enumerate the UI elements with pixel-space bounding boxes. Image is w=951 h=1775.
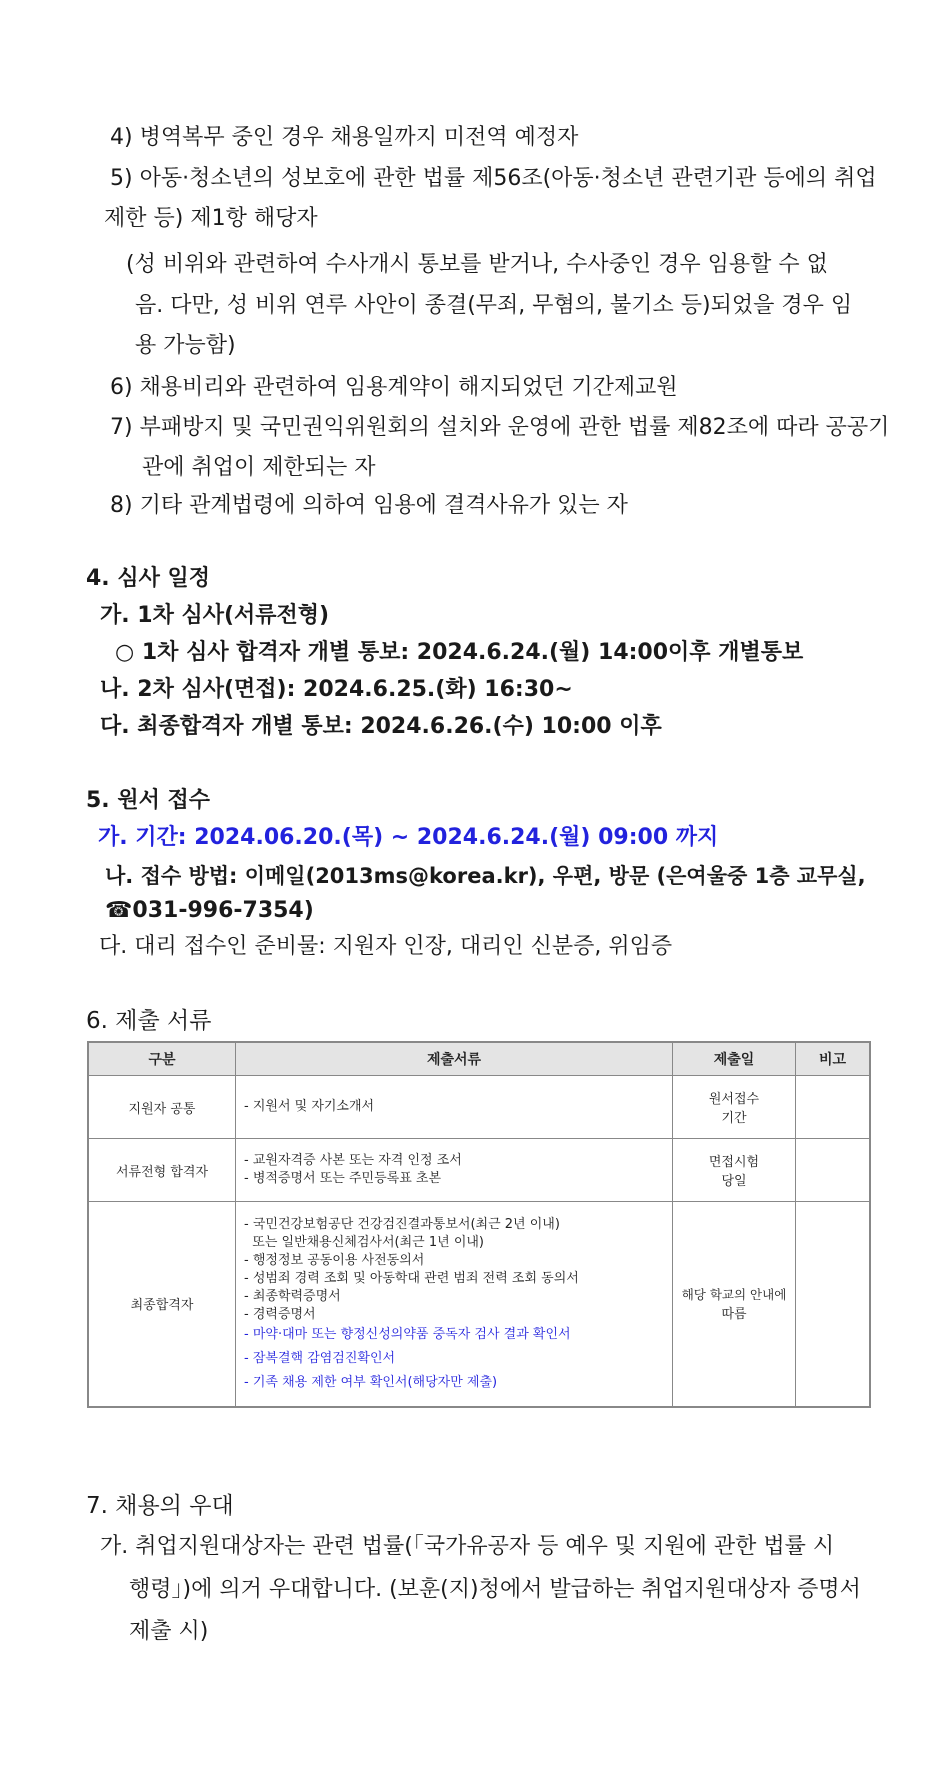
application-method-phone: ☎031-996-7354) xyxy=(105,898,314,923)
application-period: 가. 기간: 2024.06.20.(목) ~ 2024.6.24.(월) 09:00 까지 xyxy=(98,825,719,850)
row-note xyxy=(796,1139,871,1202)
doc-item-highlight: - 마약·대마 또는 향정신성의약품 중독자 검사 결과 확인서 xyxy=(244,1326,571,1342)
row-note xyxy=(796,1202,871,1407)
disq-item-7: 7) 부패방지 및 국민권익위원회의 설치와 운영에 관한 법률 제82조에 따라 공공기 xyxy=(110,415,890,440)
doc-item: - 국민건강보험공단 건강검진결과통보서(최근 2년 이내) xyxy=(244,1216,560,1232)
schedule-first-notice: ○ 1차 심사 합격자 개별 통보: 2024.6.24.(월) 14:00이후 개별통보 xyxy=(115,640,804,665)
disq-item-5-cont: 제한 등) 제1항 해당자 xyxy=(104,206,318,231)
row-items xyxy=(236,1076,673,1139)
row-category: 지원자 공통 xyxy=(88,1076,236,1139)
disq-item-4: 4) 병역복무 중인 경우 채용일까지 미전역 예정자 xyxy=(110,125,579,150)
doc-item: - 교원자격증 사본 또는 자격 인정 조서 xyxy=(244,1153,462,1168)
preference-line-2: 행령」)에 의거 우대합니다. (보훈(지)청에서 발급하는 취업지원대상자 증명서 xyxy=(129,1577,861,1602)
preference-line-1: 가. 취업지원대상자는 관련 법률(「국가유공자 등 예우 및 지원에 관한 법률 시 xyxy=(100,1534,835,1559)
doc-item: - 최종학력증명서 xyxy=(244,1288,341,1304)
row-date xyxy=(673,1076,796,1139)
disq-note-1: (성 비위와 관련하여 수사개시 통보를 받거나, 수사중인 경우 임용할 수 없 xyxy=(126,252,828,277)
doc-item: - 경력증명서 xyxy=(244,1306,316,1322)
application-heading: 5. 원서 접수 xyxy=(86,788,210,813)
table-header-row xyxy=(88,1042,870,1076)
disq-item-6: 6) 채용비리와 관련하여 임용계약이 해지되었던 기간제교원 xyxy=(110,375,678,400)
col-category: 구분 xyxy=(88,1042,236,1076)
col-documents: 제출서류 xyxy=(236,1042,673,1076)
disq-note-3: 용 가능함) xyxy=(135,333,236,358)
doc-item: - 병적증명서 또는 주민등록표 초본 xyxy=(244,1171,442,1186)
disq-item-5: 5) 아동·청소년의 성보호에 관한 법률 제56조(아동·청소년 관련기관 등에의 취업 xyxy=(110,166,877,191)
preference-line-3: 제출 시) xyxy=(129,1619,209,1644)
row-date-line: 해당 학교의 안내에 xyxy=(681,1287,787,1303)
doc-item: - 지원서 및 자기소개서 xyxy=(244,1099,375,1114)
row-date-line: 당일 xyxy=(721,1174,747,1189)
table-row xyxy=(88,1202,870,1407)
schedule-first: 가. 1차 심사(서류전형) xyxy=(100,603,330,628)
doc-item: - 행정정보 공동이용 사전동의서 xyxy=(244,1252,425,1268)
row-items xyxy=(236,1202,673,1407)
schedule-heading: 4. 심사 일정 xyxy=(86,566,210,591)
doc-item-highlight: - 잠복결핵 감염검진확인서 xyxy=(244,1350,396,1366)
row-date-line: 기간 xyxy=(721,1111,747,1126)
documents-heading: 6. 제출 서류 xyxy=(86,1008,212,1034)
col-note: 비고 xyxy=(796,1042,871,1076)
preference-heading: 7. 채용의 우대 xyxy=(86,1493,234,1519)
documents-table xyxy=(87,1041,871,1408)
doc-item: - 성범죄 경력 조회 및 아동학대 관련 범죄 전력 조회 동의서 xyxy=(244,1270,579,1286)
disq-note-2: 음. 다만, 성 비위 연루 사안이 종결(무죄, 무혐의, 불기소 등)되었을 경우 임 xyxy=(135,293,853,318)
schedule-second: 나. 2차 심사(면접): 2024.6.25.(화) 16:30~ xyxy=(100,677,573,702)
table-row xyxy=(88,1139,870,1202)
row-date-line: 면접시험 xyxy=(708,1155,760,1170)
row-note xyxy=(796,1076,871,1139)
application-method: 나. 접수 방법: 이메일(2013ms@korea.kr), 우편, 방문 (은여울중 1층 교무실, xyxy=(105,864,866,888)
disq-item-8: 8) 기타 관계법령에 의하여 임용에 결격사유가 있는 자 xyxy=(110,493,628,518)
row-date-line: 원서접수 xyxy=(708,1092,760,1107)
schedule-final: 다. 최종합격자 개별 통보: 2024.6.26.(수) 10:00 이후 xyxy=(100,714,662,739)
row-date xyxy=(673,1202,796,1407)
row-category: 최종합격자 xyxy=(88,1202,236,1407)
row-category: 서류전형 합격자 xyxy=(88,1139,236,1202)
table-row xyxy=(88,1076,870,1139)
disq-item-7-cont: 관에 취업이 제한되는 자 xyxy=(142,455,376,480)
doc-item-highlight: - 기족 채용 제한 여부 확인서(해당자만 제출) xyxy=(244,1374,498,1390)
doc-item: 또는 일반채용신체검사서(최근 1년 이내) xyxy=(244,1234,485,1250)
col-date: 제출일 xyxy=(673,1042,796,1076)
row-date xyxy=(673,1139,796,1202)
row-items xyxy=(236,1139,673,1202)
application-proxy: 다. 대리 접수인 준비물: 지원자 인장, 대리인 신분증, 위임증 xyxy=(99,934,673,959)
row-date-line: 따름 xyxy=(721,1307,747,1323)
